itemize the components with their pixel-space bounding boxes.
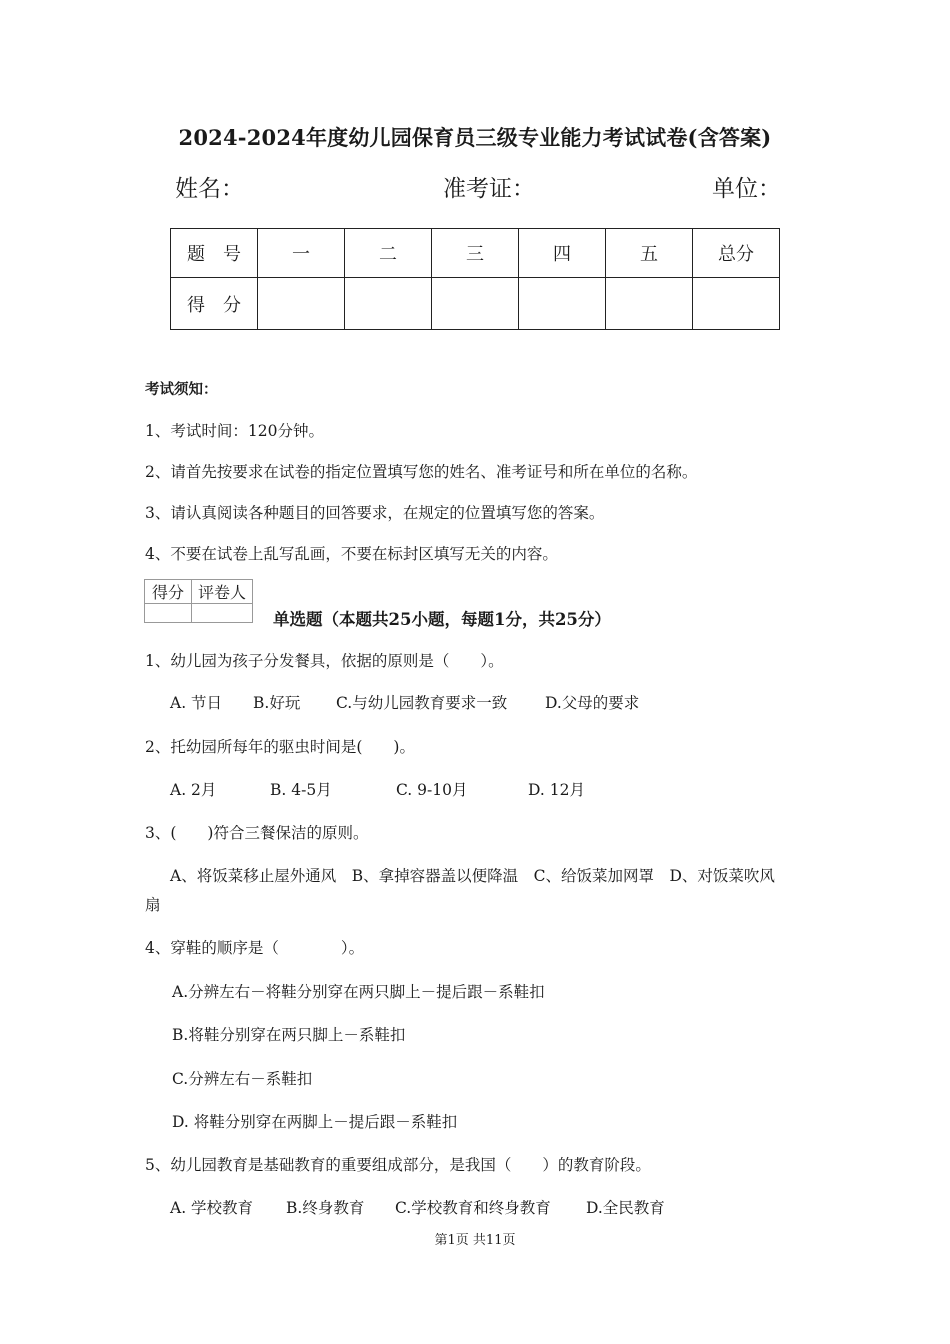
option-c[interactable]: C.与幼儿园教育要求一致 [336,694,508,712]
grader-score-cell[interactable] [145,604,192,623]
grader-reviewer-label: 评卷人 [192,580,253,604]
notice-item: 1、考试时间：120分钟。 [145,422,324,440]
option-b[interactable]: B. 4-5月 [270,781,332,799]
score-table-row-label: 得 分 [171,278,258,330]
section-title: 单选题（本题共25小题，每题1分，共25分） [273,610,611,629]
notice-heading: 考试须知： [145,381,218,398]
notice-item: 4、不要在试卷上乱写乱画，不要在标封区填写无关的内容。 [145,545,558,563]
option-b[interactable]: B.终身教育 [286,1199,365,1217]
option-d[interactable]: D. 将鞋分别穿在两脚上－提后跟－系鞋扣 [172,1113,458,1131]
score-cell[interactable] [345,278,432,330]
notice-item: 3、请认真阅读各种题目的回答要求，在规定的位置填写您的答案。 [145,504,605,522]
exam-title: 2024-2024年度幼儿园保育员三级专业能力考试试卷(含答案) [178,125,772,150]
exam-id-field-label: 准考证： [443,176,535,202]
option-list[interactable]: A、将饭菜移止屋外通风 B、拿掉容器盖以便降温 C、给饭菜加网罩 D、对饭菜吹风 [170,867,775,885]
score-table-col-3: 三 [432,229,519,278]
grader-score-label: 得分 [145,580,192,604]
grader-reviewer-cell[interactable] [192,604,253,623]
score-table-col-4: 四 [519,229,606,278]
name-field-label: 姓名： [175,176,244,202]
notice-item: 2、请首先按要求在试卷的指定位置填写您的姓名、准考证号和所在单位的名称。 [145,463,698,481]
option-d[interactable]: D.全民教育 [586,1199,665,1217]
option-a[interactable]: A.分辨左右－将鞋分别穿在两只脚上－提后跟－系鞋扣 [172,983,545,1001]
score-cell-total[interactable] [693,278,780,330]
option-d[interactable]: D. 12月 [528,781,585,799]
unit-field-label: 单位： [712,176,781,202]
score-table-col-1: 一 [258,229,345,278]
question-stem: 2、托幼园所每年的驱虫时间是( )。 [145,738,415,756]
option-c[interactable]: C. 9-10月 [396,781,468,799]
option-c[interactable]: C.分辨左右－系鞋扣 [172,1070,313,1088]
score-table-col-2: 二 [345,229,432,278]
question-stem: 5、幼儿园教育是基础教育的重要组成部分，是我国（ ）的教育阶段。 [145,1156,651,1174]
question-stem: 3、( )符合三餐保洁的原则。 [145,824,369,842]
question-stem: 4、穿鞋的顺序是（ ）。 [145,939,365,957]
option-a[interactable]: A. 节日 [170,694,223,712]
option-d[interactable]: D.父母的要求 [545,694,640,712]
score-table-col-total: 总分 [693,229,780,278]
score-cell[interactable] [519,278,606,330]
option-b[interactable]: B.将鞋分别穿在两只脚上－系鞋扣 [172,1026,406,1044]
option-a[interactable]: A. 学校教育 [170,1199,254,1217]
score-cell[interactable] [606,278,693,330]
score-cell[interactable] [258,278,345,330]
question-stem: 1、幼儿园为孩子分发餐具，依据的原则是（ ）。 [145,652,504,670]
option-c[interactable]: C.学校教育和终身教育 [395,1199,551,1217]
score-table-header-label: 题 号 [171,229,258,278]
option-list-continuation: 扇 [145,896,161,914]
option-a[interactable]: A. 2月 [170,781,217,799]
page-footer: 第1页 共11页 [434,1233,516,1248]
grader-box [144,579,253,623]
score-table-col-5: 五 [606,229,693,278]
score-cell[interactable] [432,278,519,330]
score-table [170,228,780,330]
option-b[interactable]: B.好玩 [253,694,301,712]
